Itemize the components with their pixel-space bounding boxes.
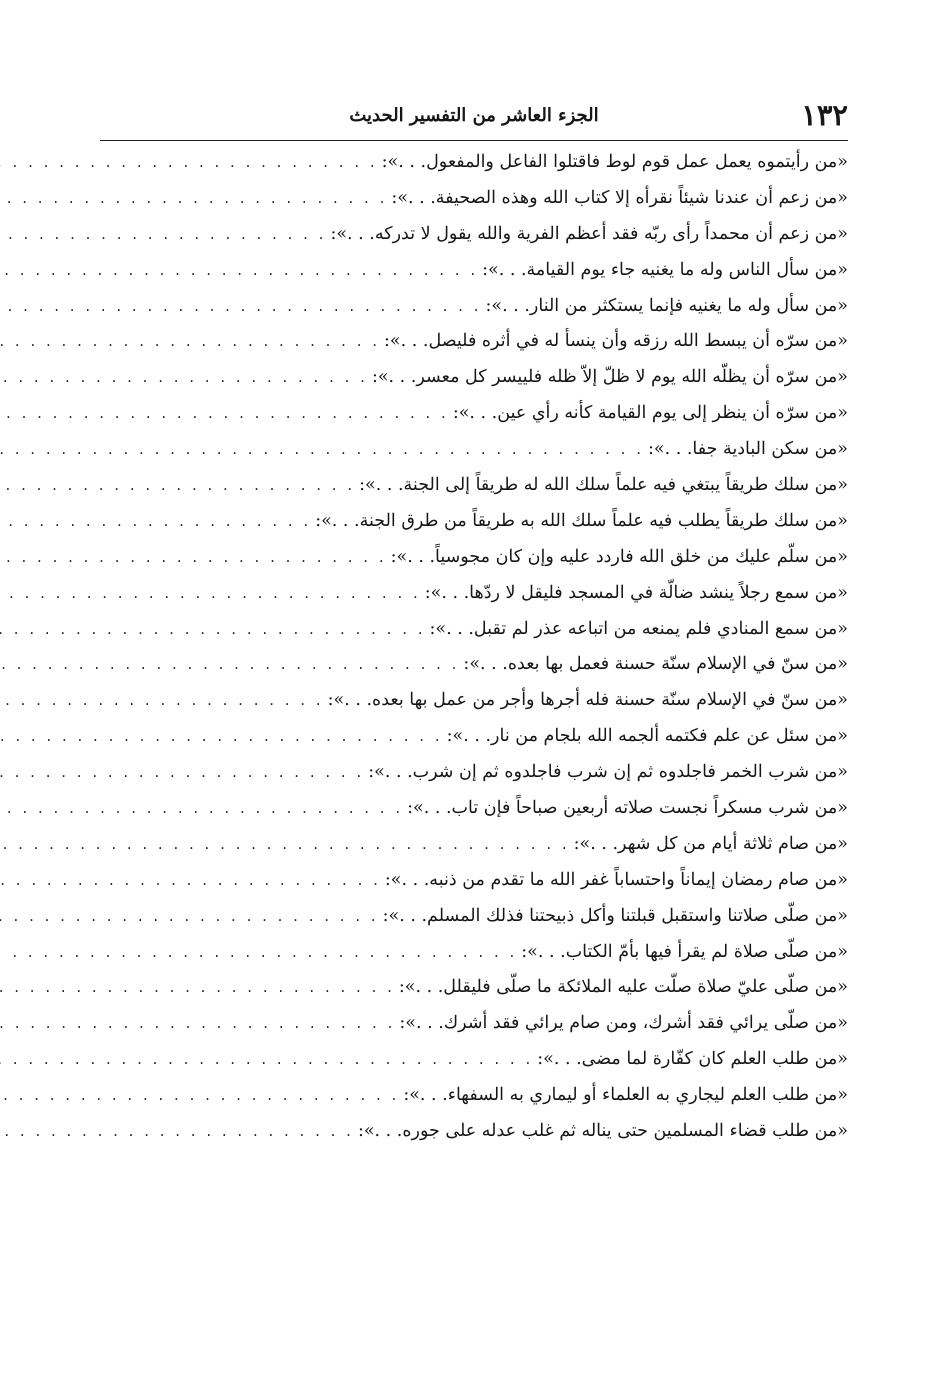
dot-leader (0, 683, 328, 719)
entry-text: «من سلك طريقاً يبتغي فيه علماً سلك الله له طريقاً إلى الجنة. . .»: (359, 475, 848, 496)
index-entry (100, 863, 848, 899)
dot-leader (0, 289, 486, 325)
dot-leader (0, 540, 391, 576)
dot-leader (0, 827, 574, 863)
entry-text: «من صلّى صلاتنا واستقبل قبلتنا وأكل ذبيحتنا فذلك المسلم. . .»: (382, 905, 848, 926)
entry-text: «من سرّه أن ينظر إلى يوم القيامة كأنه رأي عين. . .»: (452, 403, 848, 424)
index-entry (100, 181, 848, 217)
entry-text: «من زعم أن محمداً رأى ربّه فقد أعظم الفرية والله يقول لا تدركه. . .»: (330, 223, 848, 244)
index-entry (100, 970, 848, 1006)
entry-text: «من صلّى يرائي فقد أشرك، ومن صام يرائي فقد أشرك. . .»: (399, 1013, 848, 1034)
dot-leader (0, 647, 463, 683)
entry-text: «من سمع المنادي فلم يمنعه من اتباعه عذر لم تقبل. . .»: (429, 618, 848, 639)
entry-text: «من سأل الناس وله ما يغنيه جاء يوم القيامة. . .»: (482, 259, 848, 280)
dot-leader (0, 468, 359, 504)
index-entry (100, 899, 848, 935)
entry-text: «من سلك طريقاً يطلب فيه علماً سلك الله به طريقاً من طرق الجنة. . .»: (315, 510, 848, 531)
index-entry (100, 324, 848, 360)
index-entry (100, 576, 848, 612)
entry-text: «من شرب مسكراً نجست صلاته أربعين صباحاً فإن تاب. . .»: (407, 798, 848, 819)
entry-text: «من صلّى عليّ صلاة صلّت عليه الملائكة ما صلّى فليقلل. . .»: (398, 977, 848, 998)
entry-text: «من طلب العلم كان كفّارة لما مضى. . .»: (537, 1049, 848, 1070)
entry-text: «من سأل وله ما يغنيه فإنما يستكثر من النار. . .»: (485, 295, 848, 316)
index-entry (100, 504, 848, 540)
dot-leader (0, 1006, 399, 1042)
entry-text: «من طلب قضاء المسلمين حتى يناله ثم غلب عدله على جوره. . .»: (357, 1121, 848, 1142)
dot-leader (0, 396, 453, 432)
index-entry (100, 719, 848, 755)
entry-text: «من سئل عن علم فكتمه ألجمه الله بلجام من نار. . .»: (446, 726, 848, 747)
entry-text: «من سرّه أن يظلّه الله يوم لا ظلّ إلاّ ظله فلييسر كل معسر. . .»: (371, 367, 848, 388)
entry-text: «من طلب العلم ليجاري به العلماء أو ليماري به السفهاء. . .»: (403, 1085, 848, 1106)
index-entry (100, 360, 848, 396)
index-entry (100, 1006, 848, 1042)
running-title: الجزء العاشر من التفسير الحديث (349, 105, 599, 126)
index-entry (100, 1114, 848, 1150)
index-entry (100, 253, 848, 289)
entry-text: «من زعم أن عندنا شيئاً نقرأه إلا كتاب الله وهذه الصحيفة. . .»: (391, 187, 848, 208)
entry-text: «من سنّ في الإسلام سنّة حسنة فله أجرها وأجر من عمل بها بعده. . .»: (327, 690, 848, 711)
index-entry (100, 217, 848, 253)
page-header (100, 96, 848, 141)
dot-leader (0, 1114, 358, 1150)
index-entry (100, 612, 848, 648)
index-entry (100, 289, 848, 325)
dot-leader (0, 181, 391, 217)
entry-text: «من سلّم عليك من خلق الله فاردد عليه وإن كان مجوسياً. . .»: (390, 546, 848, 567)
hadith-index-list (100, 145, 848, 1150)
entry-text: «من شرب الخمر فاجلدوه ثم إن شرب فاجلدوه ثم إن شرب. . .»: (368, 762, 848, 783)
dot-leader (0, 324, 384, 360)
index-entry (100, 935, 848, 971)
index-entry (100, 145, 848, 181)
dot-leader (0, 145, 382, 181)
index-entry (100, 683, 848, 719)
entry-text: «من رأيتموه يعمل عمل قوم لوط فاقتلوا الفاعل والمفعول. . .»: (381, 152, 848, 172)
dot-leader (0, 1042, 537, 1078)
dot-leader (0, 970, 399, 1006)
dot-leader (0, 935, 521, 971)
dot-leader (0, 755, 368, 791)
index-entry (100, 540, 848, 576)
dot-leader (0, 360, 372, 396)
index-entry (100, 827, 848, 863)
dot-leader (0, 719, 447, 755)
dot-leader (0, 432, 648, 468)
index-entry (100, 791, 848, 827)
dot-leader (0, 504, 315, 540)
index-entry (100, 647, 848, 683)
dot-leader (0, 576, 425, 612)
page-number: ١٣٢ (801, 98, 848, 132)
entry-text: «من صام رمضان إيماناً واحتساباً غفر الله ما تقدم من ذنبه. . .»: (384, 869, 848, 890)
index-entry (100, 432, 848, 468)
dot-leader (0, 791, 407, 827)
index-entry (100, 468, 848, 504)
dot-leader (0, 1078, 403, 1114)
dot-leader (0, 863, 385, 899)
dot-leader (0, 899, 383, 935)
entry-text: «من صام ثلاثة أيام من كل شهر. . .»: (573, 833, 848, 854)
index-entry (100, 1042, 848, 1078)
index-entry (100, 396, 848, 432)
index-entry (100, 1078, 848, 1114)
dot-leader (0, 253, 482, 289)
dot-leader (0, 612, 430, 648)
entry-text: «من سنّ في الإسلام سنّة حسنة فعمل بها بعده. . .»: (463, 654, 848, 675)
entry-text: «من صلّى صلاة لم يقرأ فيها بأمّ الكتاب. . .»: (521, 941, 848, 962)
entry-text: «من سمع رجلاً ينشد ضالّة في المسجد فليقل لا ردّها. . .»: (424, 582, 848, 603)
dot-leader (0, 217, 330, 253)
entry-text: «من سكن البادية جفا. . .»: (647, 439, 848, 460)
index-entry (100, 755, 848, 791)
entry-text: «من سرّه أن يبسط الله رزقه وأن ينسأ له في أثره فليصل. . .»: (384, 331, 848, 352)
